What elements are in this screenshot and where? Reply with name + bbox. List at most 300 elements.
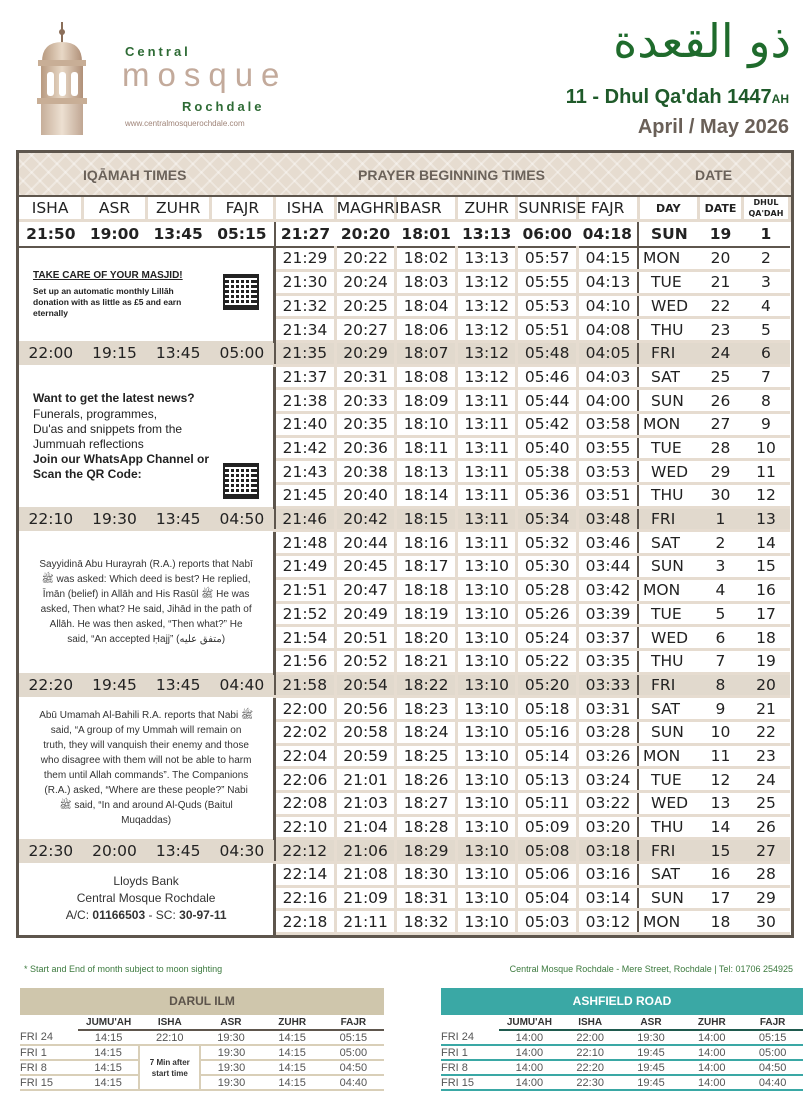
date-date: 30 (699, 484, 743, 508)
begin-sunrise: 05:22 (517, 649, 578, 673)
fajr-time: 05:15 (742, 1030, 803, 1045)
begin-sunrise: 05:26 (517, 602, 578, 626)
date-day: MON (638, 413, 699, 437)
begin-isha: 21:30 (275, 270, 336, 294)
date-hijri: 23 (742, 744, 789, 768)
begin-isha: 21:46 (275, 507, 336, 531)
date-hijri: 9 (742, 413, 789, 437)
begin-isha: 22:00 (275, 697, 336, 721)
date-date: 2 (699, 531, 743, 555)
iqamah-isha: 22:10 (19, 507, 83, 531)
whatsapp-cta: Join our WhatsApp Channel or Scan the QR Code: (33, 451, 209, 481)
begin-fajr: 03:42 (577, 578, 638, 602)
mini-row (20, 1030, 384, 1045)
begin-fajr: 03:35 (577, 649, 638, 673)
date-day: SAT (638, 697, 699, 721)
begin-isha: 22:02 (275, 720, 336, 744)
begin-asr: 18:30 (396, 863, 457, 887)
arabic-month-calligraphy: ذو القعدة (613, 14, 791, 68)
begin-zuhr: 13:10 (456, 792, 517, 816)
begin-sunrise: 05:36 (517, 484, 578, 508)
begin-zuhr: 13:13 (456, 247, 517, 271)
date-date: 14 (699, 815, 743, 839)
logo-mosque: mosque (122, 56, 288, 93)
iqamah-fajr: 04:30 (210, 839, 275, 863)
begin-isha: 21:43 (275, 460, 336, 484)
begin-fajr: 03:12 (577, 910, 638, 934)
begin-maghrib: 20:20 (335, 221, 396, 247)
begin-maghrib: 20:38 (335, 460, 396, 484)
section-band (19, 153, 791, 197)
timetable-grid (19, 197, 791, 935)
begin-asr: 18:31 (396, 886, 457, 910)
mini-row (441, 1075, 803, 1090)
iqamah-band-label: IQĀMAH TIMES (83, 167, 187, 183)
begin-maghrib: 20:27 (335, 318, 396, 342)
logo-central: Central (125, 44, 191, 59)
date-date: 13 (699, 792, 743, 816)
begin-fajr: 04:03 (577, 365, 638, 389)
date-date: 12 (699, 768, 743, 792)
iqamah-col-header: FAJR (210, 197, 275, 221)
date-hijri: 14 (742, 531, 789, 555)
jumuah-time: 14:15 (78, 1060, 139, 1075)
begin-maghrib: 21:04 (335, 815, 396, 839)
iqamah-isha: 22:30 (19, 839, 83, 863)
date-hijri: 19 (742, 649, 789, 673)
begin-sunrise: 05:20 (517, 673, 578, 697)
begin-asr: 18:06 (396, 318, 457, 342)
mini-col-header: ZUHR (681, 1015, 742, 1030)
date-date: 29 (699, 460, 743, 484)
fajr-time: 05:00 (323, 1045, 384, 1060)
date-hijri: 6 (742, 341, 789, 365)
begin-sunrise: 05:09 (517, 815, 578, 839)
date-day: SUN (638, 886, 699, 910)
asr-time: 19:30 (200, 1075, 261, 1090)
date-band-label: DATE (695, 167, 733, 183)
begin-sunrise: 05:04 (517, 886, 578, 910)
begin-sunrise: 05:57 (517, 247, 578, 271)
mini-row (20, 1075, 384, 1090)
sort-code: 30-97-11 (179, 907, 227, 922)
begin-sunrise: 05:28 (517, 578, 578, 602)
begin-sunrise: 05:53 (517, 294, 578, 318)
date-day: FRI (638, 839, 699, 863)
begin-sunrise: 05:08 (517, 839, 578, 863)
begin-isha: 21:27 (275, 221, 336, 247)
date-day: TUE (638, 768, 699, 792)
mini-header-row (20, 1015, 384, 1030)
begin-zuhr: 13:11 (456, 436, 517, 460)
begin-asr: 18:29 (396, 839, 457, 863)
begin-sunrise: 05:44 (517, 389, 578, 413)
isha-time: 22:20 (560, 1060, 621, 1075)
mini-col-header: ASR (200, 1015, 261, 1030)
row-label: FRI 1 (441, 1045, 499, 1060)
column-headers (19, 197, 790, 221)
date-date: 4 (699, 578, 743, 602)
begin-sunrise: 05:34 (517, 507, 578, 531)
mini-row (20, 1045, 384, 1060)
hadith-text: Abū Umamah Al-Bahili R.A. reports that Nabi ﷺ said, “A group of my Ummah will remain on truth, they will vanquish their enemy and those who disagree with them will not be able to harm them until Allah commands”. The Companions (R.A.) asked, “Where are these people?” Nabi ﷺ said, “In and around Al-Quds (Baitul Muqaddas) (39, 709, 254, 826)
date-hijri: 30 (742, 910, 789, 934)
begin-asr: 18:02 (396, 247, 457, 271)
sc-label: - SC: (145, 907, 180, 922)
isha-time: 22:10 (139, 1030, 200, 1045)
date-date: 8 (699, 673, 743, 697)
date-date: 28 (699, 436, 743, 460)
date-date: 9 (699, 697, 743, 721)
begin-isha: 22:12 (275, 839, 336, 863)
mini-col-header: ISHA (139, 1015, 200, 1030)
date-date: 21 (699, 270, 743, 294)
iqamah-asr: 20:00 (83, 839, 147, 863)
iqamah-fajr: 04:50 (210, 507, 275, 531)
row-label-header (441, 1015, 499, 1030)
begin-asr: 18:14 (396, 484, 457, 508)
begin-maghrib: 20:47 (335, 578, 396, 602)
begin-maghrib: 20:24 (335, 270, 396, 294)
beginning-col-header: ZUHR (456, 197, 517, 221)
begin-fajr: 03:31 (577, 697, 638, 721)
iqamah-fajr: 05:15 (210, 221, 275, 247)
row-label: FRI 24 (441, 1030, 499, 1045)
logo-rochdale: Rochdale (182, 99, 265, 114)
mini-col-header: ISHA (560, 1015, 621, 1030)
begin-zuhr: 13:11 (456, 484, 517, 508)
ashfield-road-table (441, 988, 803, 1091)
date-day: FRI (638, 673, 699, 697)
date-day: TUE (638, 602, 699, 626)
date-date: 25 (699, 365, 743, 389)
zuhr-time: 14:15 (262, 1030, 323, 1045)
date-day: SUN (638, 389, 699, 413)
iqamah-isha: 21:50 (19, 221, 83, 247)
mini-row (441, 1045, 803, 1060)
mosque-logo (30, 22, 288, 137)
info-panel-donate (19, 247, 275, 342)
begin-asr: 18:32 (396, 910, 457, 934)
news-text: Funerals, programmes, Du'as and snippets from the Jummuah reflections (33, 406, 183, 451)
donate-heading: TAKE CARE OF YOUR MASJID! (33, 270, 183, 282)
begin-fajr: 04:05 (577, 341, 638, 365)
table-row (19, 365, 790, 389)
begin-maghrib: 21:06 (335, 839, 396, 863)
account-number: 01166503 (92, 907, 146, 922)
begin-asr: 18:25 (396, 744, 457, 768)
begin-sunrise: 05:42 (517, 413, 578, 437)
asr-time: 19:45 (621, 1060, 682, 1075)
minaret-icon (34, 22, 90, 135)
info-panel-hadith1 (19, 531, 275, 673)
begin-maghrib: 20:35 (335, 413, 396, 437)
date-day: SAT (638, 863, 699, 887)
isha-time: 22:00 (560, 1030, 621, 1045)
hijri-month-text: 11 - Dhul Qa'dah 1447 (565, 86, 772, 108)
row-label: FRI 15 (441, 1075, 499, 1090)
moon-sighting-note: * Start and End of month subject to moon sighting (24, 964, 223, 974)
zuhr-time: 14:15 (262, 1075, 323, 1090)
mini-col-header: ASR (621, 1015, 682, 1030)
date-date: 7 (699, 649, 743, 673)
begin-zuhr: 13:13 (456, 221, 517, 247)
begin-maghrib: 20:45 (335, 555, 396, 579)
begin-zuhr: 13:10 (456, 744, 517, 768)
bank-name: Lloyds Bank (113, 873, 179, 888)
begin-sunrise: 05:16 (517, 720, 578, 744)
begin-zuhr: 13:10 (456, 649, 517, 673)
date-hijri: 11 (742, 460, 789, 484)
begin-zuhr: 13:12 (456, 270, 517, 294)
date-date: 1 (699, 507, 743, 531)
fajr-time: 04:40 (742, 1075, 803, 1090)
begin-sunrise: 06:00 (517, 221, 578, 247)
begin-asr: 18:16 (396, 531, 457, 555)
isha-note: 7 Min after start time (139, 1045, 200, 1090)
begin-zuhr: 13:10 (456, 815, 517, 839)
row-label: FRI 1 (20, 1045, 78, 1060)
begin-zuhr: 13:10 (456, 673, 517, 697)
begin-isha: 22:08 (275, 792, 336, 816)
date-hijri: 25 (742, 792, 789, 816)
begin-sunrise: 05:55 (517, 270, 578, 294)
begin-isha: 21:51 (275, 578, 336, 602)
begin-asr: 18:21 (396, 649, 457, 673)
whatsapp-qr-code[interactable] (223, 463, 259, 499)
begin-maghrib: 21:01 (335, 768, 396, 792)
date-day: TUE (638, 436, 699, 460)
news-heading: Want to get the latest news? (33, 390, 195, 405)
zuhr-time: 14:15 (262, 1060, 323, 1075)
date-hijri: 7 (742, 365, 789, 389)
date-day: FRI (638, 341, 699, 365)
iqamah-col-header: ASR (83, 197, 147, 221)
date-day: WED (638, 460, 699, 484)
date-day: SAT (638, 531, 699, 555)
date-hijri: 2 (742, 247, 789, 271)
beginning-col-header: MAGHRIB (335, 197, 396, 221)
zuhr-time: 14:00 (681, 1060, 742, 1075)
iqamah-zuhr: 13:45 (146, 341, 210, 365)
begin-isha: 21:42 (275, 436, 336, 460)
date-day: THU (638, 649, 699, 673)
fajr-time: 05:15 (323, 1030, 384, 1045)
jumuah-time: 14:15 (78, 1045, 139, 1060)
begin-fajr: 03:33 (577, 673, 638, 697)
begin-zuhr: 13:10 (456, 578, 517, 602)
mini-row (441, 1030, 803, 1045)
begin-isha: 21:34 (275, 318, 336, 342)
begin-sunrise: 05:30 (517, 555, 578, 579)
zuhr-time: 14:00 (681, 1030, 742, 1045)
date-day: THU (638, 815, 699, 839)
begin-fajr: 04:00 (577, 389, 638, 413)
begin-fajr: 03:48 (577, 507, 638, 531)
date-day: MON (638, 578, 699, 602)
iqamah-col-header: ZUHR (146, 197, 210, 221)
beginning-col-header: FAJR (577, 197, 638, 221)
hadith-text: Sayyidinā Abu Hurayrah (R.A.) reports that Nabī ﷺ was asked: Which deed is best? He replied, Īmān (belief) in Allāh and His Rasūl ﷺ He was asked, Then what? He said, Jihād in the path of Allāh. He was then asked, “Then what?” He said, “An accepted Ḥajj” (متفق عليه) (39, 559, 253, 645)
begin-asr: 18:11 (396, 436, 457, 460)
row-label-header (20, 1015, 78, 1030)
begin-asr: 18:27 (396, 792, 457, 816)
begin-sunrise: 05:46 (517, 365, 578, 389)
begin-asr: 18:03 (396, 270, 457, 294)
mini-col-header: FAJR (323, 1015, 384, 1030)
date-date: 27 (699, 413, 743, 437)
begin-fajr: 04:08 (577, 318, 638, 342)
beginning-band-label: PRAYER BEGINNING TIMES (358, 167, 545, 183)
begin-maghrib: 20:36 (335, 436, 396, 460)
date-day: SUN (638, 720, 699, 744)
begin-zuhr: 13:12 (456, 294, 517, 318)
asr-time: 19:45 (621, 1075, 682, 1090)
date-day: THU (638, 318, 699, 342)
begin-maghrib: 20:44 (335, 531, 396, 555)
begin-zuhr: 13:11 (456, 460, 517, 484)
date-date: 20 (699, 247, 743, 271)
begin-fajr: 04:18 (577, 221, 638, 247)
table-row (19, 839, 790, 863)
row-label: FRI 8 (441, 1060, 499, 1075)
begin-isha: 21:32 (275, 294, 336, 318)
begin-asr: 18:26 (396, 768, 457, 792)
logo-url: www.centralmosquerochdale.com (125, 119, 245, 128)
mini-col-header: ZUHR (262, 1015, 323, 1030)
begin-isha: 21:54 (275, 626, 336, 650)
gregorian-month-title: April / May 2026 (637, 116, 789, 138)
date-day: MON (638, 247, 699, 271)
date-date: 18 (699, 910, 743, 934)
iqamah-isha: 22:20 (19, 673, 83, 697)
begin-zuhr: 13:12 (456, 365, 517, 389)
asr-time: 19:30 (200, 1045, 261, 1060)
begin-isha: 21:49 (275, 555, 336, 579)
date-day: FRI (638, 507, 699, 531)
iqamah-col-header: ISHA (19, 197, 83, 221)
begin-asr: 18:24 (396, 720, 457, 744)
begin-maghrib: 20:52 (335, 649, 396, 673)
date-hijri: 5 (742, 318, 789, 342)
table-row (19, 341, 790, 365)
begin-maghrib: 20:54 (335, 673, 396, 697)
begin-sunrise: 05:51 (517, 318, 578, 342)
zuhr-time: 14:00 (681, 1075, 742, 1090)
date-col-header: DHUL QA'DAH (742, 197, 789, 221)
hijri-month-title (566, 86, 789, 109)
hijri-suffix: AH (771, 92, 789, 106)
date-hijri: 21 (742, 697, 789, 721)
date-date: 10 (699, 720, 743, 744)
donate-qr-code[interactable] (223, 274, 259, 310)
mini-row (441, 1060, 803, 1075)
begin-asr: 18:13 (396, 460, 457, 484)
begin-zuhr: 13:10 (456, 886, 517, 910)
donate-text: Set up an automatic monthly Lillāh donation with as little as £5 and earn eternally (33, 286, 182, 319)
iqamah-fajr: 05:00 (210, 341, 275, 365)
begin-zuhr: 13:12 (456, 341, 517, 365)
begin-maghrib: 21:11 (335, 910, 396, 934)
asr-time: 19:45 (621, 1045, 682, 1060)
begin-fajr: 03:28 (577, 720, 638, 744)
begin-maghrib: 20:56 (335, 697, 396, 721)
date-hijri: 13 (742, 507, 789, 531)
iqamah-zuhr: 13:45 (146, 221, 210, 247)
begin-maghrib: 20:29 (335, 341, 396, 365)
date-date: 19 (699, 221, 743, 247)
jumuah-time: 14:00 (499, 1045, 560, 1060)
begin-maghrib: 20:25 (335, 294, 396, 318)
begin-asr: 18:09 (396, 389, 457, 413)
date-day: MON (638, 910, 699, 934)
darul-ilm-table (20, 988, 384, 1091)
begin-fajr: 04:15 (577, 247, 638, 271)
date-day: SUN (638, 221, 699, 247)
jumuah-time: 14:15 (78, 1030, 139, 1045)
date-day: WED (638, 626, 699, 650)
begin-isha: 21:29 (275, 247, 336, 271)
bank-account-name: Central Mosque Rochdale (76, 890, 216, 905)
begin-sunrise: 05:32 (517, 531, 578, 555)
isha-time: 22:10 (560, 1045, 621, 1060)
date-hijri: 1 (742, 221, 789, 247)
date-date: 22 (699, 294, 743, 318)
begin-maghrib: 20:22 (335, 247, 396, 271)
fajr-time: 05:00 (742, 1045, 803, 1060)
begin-zuhr: 13:10 (456, 910, 517, 934)
begin-zuhr: 13:12 (456, 318, 517, 342)
begin-fajr: 03:22 (577, 792, 638, 816)
begin-zuhr: 13:11 (456, 389, 517, 413)
begin-isha: 21:37 (275, 365, 336, 389)
begin-asr: 18:23 (396, 697, 457, 721)
begin-asr: 18:19 (396, 602, 457, 626)
begin-asr: 18:18 (396, 578, 457, 602)
date-hijri: 22 (742, 720, 789, 744)
begin-fajr: 03:46 (577, 531, 638, 555)
date-hijri: 3 (742, 270, 789, 294)
begin-asr: 18:07 (396, 341, 457, 365)
begin-zuhr: 13:10 (456, 697, 517, 721)
begin-maghrib: 21:09 (335, 886, 396, 910)
begin-maghrib: 20:31 (335, 365, 396, 389)
date-date: 15 (699, 839, 743, 863)
table-row (19, 221, 790, 247)
iqamah-asr: 19:45 (83, 673, 147, 697)
begin-maghrib: 21:03 (335, 792, 396, 816)
begin-zuhr: 13:10 (456, 720, 517, 744)
row-label: FRI 8 (20, 1060, 78, 1075)
begin-fajr: 03:39 (577, 602, 638, 626)
begin-maghrib: 21:08 (335, 863, 396, 887)
begin-asr: 18:08 (396, 365, 457, 389)
iqamah-zuhr: 13:45 (146, 673, 210, 697)
fajr-time: 04:40 (323, 1075, 384, 1090)
date-date: 24 (699, 341, 743, 365)
mosque-address: Central Mosque Rochdale - Mere Street, Rochdale | Tel: 01706 254925 (509, 964, 793, 974)
begin-fajr: 04:10 (577, 294, 638, 318)
date-hijri: 20 (742, 673, 789, 697)
begin-zuhr: 13:10 (456, 863, 517, 887)
date-day: WED (638, 294, 699, 318)
zuhr-time: 14:00 (681, 1045, 742, 1060)
begin-sunrise: 05:48 (517, 341, 578, 365)
date-hijri: 16 (742, 578, 789, 602)
beginning-col-header: SUNRISE (517, 197, 578, 221)
begin-fajr: 03:16 (577, 863, 638, 887)
date-day: THU (638, 484, 699, 508)
